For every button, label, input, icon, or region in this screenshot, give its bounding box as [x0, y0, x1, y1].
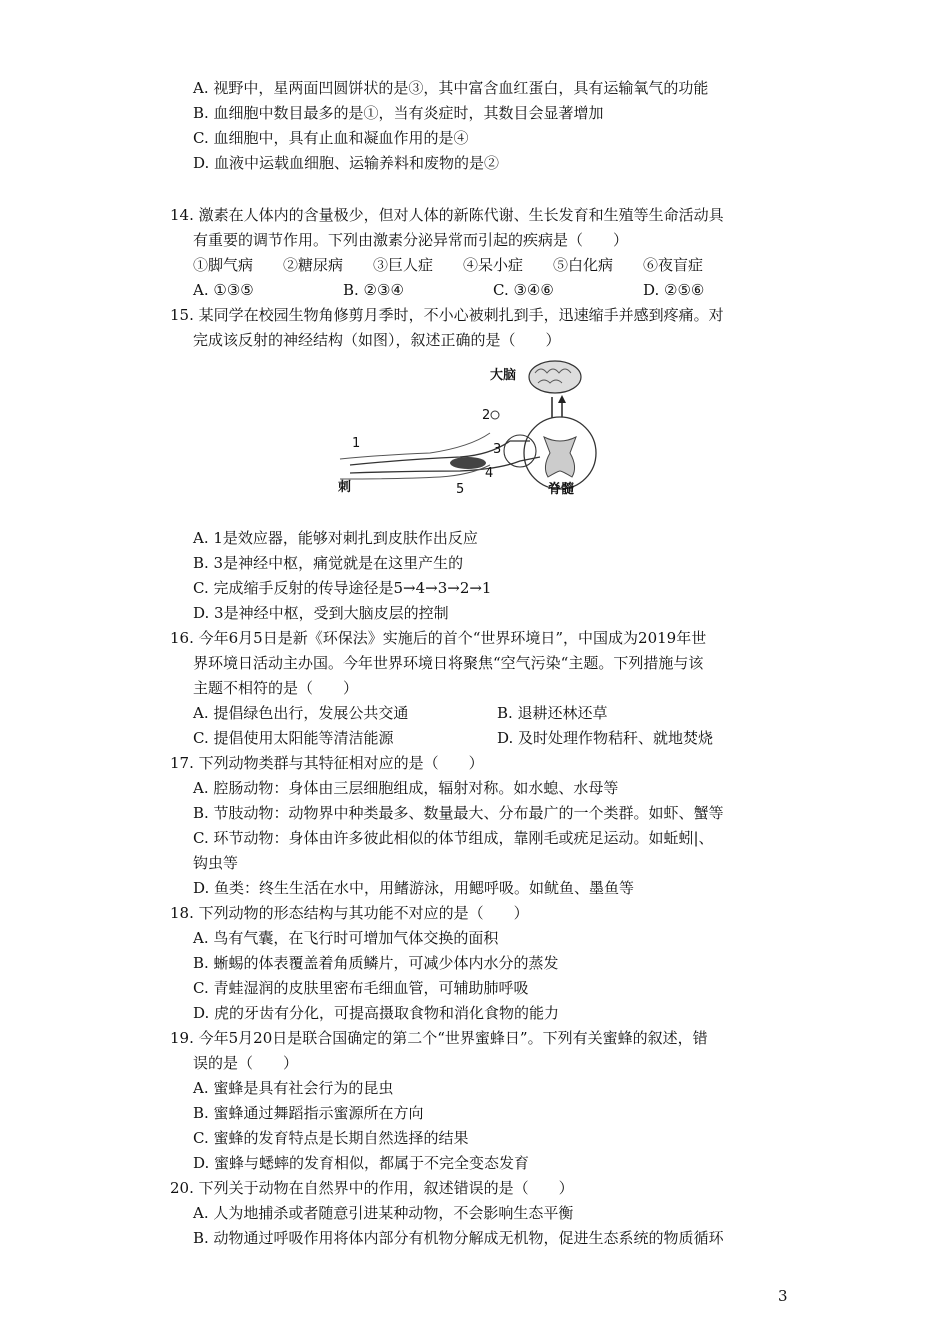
thorn-label: 刺 [338, 480, 352, 495]
q18-option-a: A. 鸟有气囊，在飞行时可增加气体交换的面积 [193, 929, 499, 947]
q16-option-b: B. 退耕还林还草 [497, 704, 608, 722]
label-4: 4 [485, 466, 494, 481]
q20-stem: 20. 下列关于动物在自然界中的作用，叙述错误的是（ ） [170, 1179, 574, 1197]
q19-stem-line1: 19. 今年5月20日是联合国确定的第二个“世界蜜蜂日”。下列有关蜜蜂的叙述，错 [170, 1029, 708, 1047]
gray-matter [544, 437, 576, 477]
q17-option-c-cont: 钩虫等 [193, 854, 239, 872]
spinal-label: 脊髓 [548, 482, 575, 495]
q16-stem-line1: 16. 今年6月5日是新《环保法》实施后的首个“世界环境日”，中国成为2019年世 [170, 629, 707, 647]
sensory-nerve [350, 441, 530, 465]
q16-option-a: A. 提倡绿色出行，发展公共交通 [193, 704, 409, 722]
q14-option-c: C. ③④⑥ [493, 281, 554, 299]
q19-option-b: B. 蜜蜂通过舞蹈指示蜜源所在方向 [193, 1104, 424, 1122]
arrow-up-head [558, 395, 566, 403]
q19-option-a: A. 蜜蜂是具有社会行为的昆虫 [193, 1079, 394, 1097]
q15-option-b: B. 3是神经中枢，痛觉就是在这里产生的 [193, 554, 464, 572]
q15-option-d: D. 3是神经中枢，受到大脑皮层的控制 [193, 604, 449, 622]
q17-option-c: C. 环节动物：身体由许多彼此相似的体节组成，靠刚毛或疣足运动。如蚯蚓|、 [193, 829, 714, 847]
q18-stem: 18. 下列动物的形态结构与其功能不对应的是（ ） [170, 904, 529, 922]
q14-stem-line1: 14. 激素在人体内的含量极少，但对人体的新陈代谢、生长发育和生殖等生命活动具 [170, 206, 724, 224]
label-1: 1 [352, 436, 361, 451]
q19-option-d: D. 蜜蜂与蟋蟀的发育相似，都属于不完全变态发育 [193, 1154, 530, 1172]
q16-stem-line3: 主题不相符的是（ ） [193, 679, 359, 697]
q15-stem-line2: 完成该反射的神经结构（如图），叙述正确的是（ ） [193, 331, 561, 349]
q14-option-a: A. ①③⑤ [193, 281, 254, 299]
label-2: 2 [482, 408, 491, 423]
label-5: 5 [456, 482, 465, 495]
q15-option-a: A. 1是效应器，能够对刺扎到皮肤作出反应 [193, 529, 478, 547]
q16-option-c: C. 提倡使用太阳能等清洁能源 [193, 729, 394, 747]
q20-option-a: A. 人为地捕杀或者随意引进某种动物，不会影响生态平衡 [193, 1204, 574, 1222]
brain-label: 大脑 [490, 368, 517, 383]
arm-upper-edge [340, 433, 490, 459]
reflex-arc-diagram [330, 355, 620, 495]
q16-option-d: D. 及时处理作物秸秆、就地焚烧 [497, 729, 714, 747]
neuron-body [491, 411, 499, 419]
brain-shape [529, 361, 581, 393]
muscle [450, 457, 486, 469]
q19-option-c: C. 蜜蜂的发育特点是长期自然选择的结果 [193, 1129, 469, 1147]
q15-stem-line1: 15. 某同学在校园生物角修剪月季时，不小心被刺扎到手，迅速缩手并感到疼痛。对 [170, 306, 724, 324]
q14-option-b: B. ②③④ [343, 281, 404, 299]
q13-option-c: C. 血细胞中，具有止血和凝血作用的是④ [193, 129, 469, 147]
q13-option-b: B. 血细胞中数目最多的是①，当有炎症时，其数目会显著增加 [193, 104, 604, 122]
q20-option-b: B. 动物通过呼吸作用将体内部分有机物分解成无机物，促进生态系统的物质循环 [193, 1229, 724, 1247]
q18-option-b: B. 蜥蜴的体表覆盖着角质鳞片，可减少体内水分的蒸发 [193, 954, 559, 972]
q14-option-d: D. ②⑤⑥ [643, 281, 705, 299]
q15-option-c: C. 完成缩手反射的传导途径是5→4→3→2→1 [193, 579, 492, 597]
q16-stem-line2: 界环境日活动主办国。今年世界环境日将聚焦“空气污染“主题。下列措施与该 [193, 654, 704, 672]
page-number: 3 [778, 1287, 788, 1305]
q17-option-d: D. 鱼类：终生生活在水中，用鳍游泳，用鳃呼吸。如鱿鱼、墨鱼等 [193, 879, 635, 897]
q17-stem: 17. 下列动物类群与其特征相对应的是（ ） [170, 754, 484, 772]
reflex-arc-figure [330, 355, 620, 495]
label-3: 3 [493, 442, 502, 457]
q13-option-a: A. 视野中，星两面凹圆饼状的是③，其中富含血红蛋白，具有运输氧气的功能 [193, 79, 709, 97]
q18-option-c: C. 青蛙湿润的皮肤里密布毛细血管，可辅助肺呼吸 [193, 979, 529, 997]
q17-option-b: B. 节肢动物：动物界中种类最多、数量最大、分布最广的一个类群。如虾、蟹等 [193, 804, 724, 822]
q13-option-d: D. 血液中运载血细胞、运输养料和废物的是② [193, 154, 500, 172]
q14-stem-line2: 有重要的调节作用。下列由激素分泌异常而引起的疾病是（ ） [193, 231, 629, 249]
q18-option-d: D. 虎的牙齿有分化，可提高摄取食物和消化食物的能力 [193, 1004, 560, 1022]
q14-items: ①脚气病 ②糖尿病 ③巨人症 ④呆小症 ⑤白化病 ⑥夜盲症 [193, 256, 704, 274]
q19-stem-line2: 误的是（ ） [193, 1054, 299, 1072]
q17-option-a: A. 腔肠动物：身体由三层细胞组成，辐射对称。如水螅、水母等 [193, 779, 619, 797]
